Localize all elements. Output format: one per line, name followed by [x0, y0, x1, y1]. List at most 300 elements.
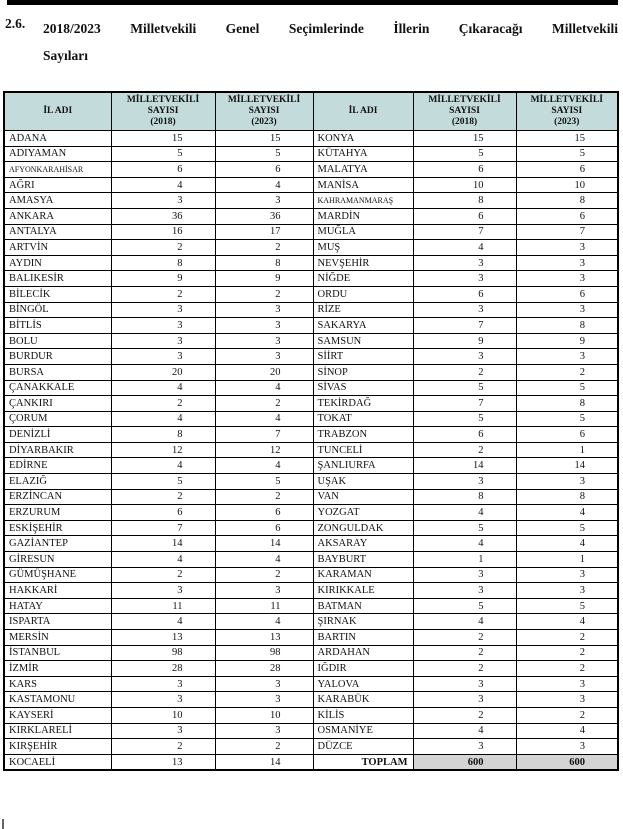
count-2023: 15: [215, 131, 313, 147]
count-2018: 3: [111, 676, 215, 692]
province-name: SAKARYA: [313, 318, 413, 334]
count-2018: 4: [111, 458, 215, 474]
count-2023: 9: [215, 271, 313, 287]
count-2018: 5: [413, 520, 516, 536]
table-row: [4, 224, 618, 240]
header-2018-right-l1: MİLLETVEKİLİ: [428, 95, 501, 105]
count-2023: 11: [215, 598, 313, 614]
count-2018: 2: [413, 661, 516, 677]
total-count-2018: 600: [413, 754, 516, 770]
count-2018: 2: [413, 645, 516, 661]
table-row: [4, 318, 618, 334]
header-province-left: [4, 92, 111, 131]
count-2023: 7: [516, 224, 618, 240]
count-2018: 5: [413, 598, 516, 614]
province-name: AYDIN: [4, 255, 111, 271]
count-2023: 5: [215, 474, 313, 490]
count-2023: 8: [516, 489, 618, 505]
table-row: [4, 255, 618, 271]
table-row: [4, 536, 618, 552]
count-2018: 8: [413, 489, 516, 505]
table-row: [4, 193, 618, 209]
count-2018: 5: [413, 146, 516, 162]
count-2018: 4: [413, 505, 516, 521]
count-2023: 2: [516, 645, 618, 661]
count-2023: 14: [215, 754, 313, 770]
table-row: [4, 630, 618, 646]
count-2023: 3: [215, 723, 313, 739]
table-row: [4, 598, 618, 614]
count-2023: 20: [215, 364, 313, 380]
count-2018: 3: [413, 271, 516, 287]
province-name: KARABÜK: [313, 692, 413, 708]
count-2023: 13: [215, 630, 313, 646]
count-2023: 6: [516, 427, 618, 443]
table-row: [4, 349, 618, 365]
province-name: VAN: [313, 489, 413, 505]
count-2023: 3: [516, 240, 618, 256]
province-name: ADANA: [4, 131, 111, 147]
count-2023: 4: [215, 380, 313, 396]
header-province-right-label: İL ADI: [348, 106, 378, 116]
header-2023-right: [516, 92, 618, 131]
table-row: [4, 458, 618, 474]
section-title-text: [43, 15, 618, 69]
province-name: SİVAS: [313, 380, 413, 396]
table-row: [4, 754, 618, 770]
province-name: ORDU: [313, 286, 413, 302]
count-2018: 12: [111, 442, 215, 458]
province-name: ÇANKIRI: [4, 396, 111, 412]
count-2018: 2: [111, 240, 215, 256]
count-2023: 4: [516, 723, 618, 739]
province-name: KASTAMONU: [4, 692, 111, 708]
table-row: [4, 645, 618, 661]
count-2023: 3: [215, 333, 313, 349]
province-name: BİNGÖL: [4, 302, 111, 318]
count-2023: 1: [516, 442, 618, 458]
province-name: GİRESUN: [4, 552, 111, 568]
province-name: AMASYA: [4, 193, 111, 209]
count-2023: 8: [516, 396, 618, 412]
table-row: [4, 692, 618, 708]
section-number: 2.6.: [5, 16, 26, 31]
count-2018: 2: [111, 567, 215, 583]
header-province-left-label: İL ADI: [43, 106, 73, 116]
province-name: KAHRAMANMARAŞ: [313, 193, 413, 209]
count-2018: 2: [111, 489, 215, 505]
count-2018: 3: [111, 302, 215, 318]
count-2023: 6: [516, 162, 618, 178]
count-2018: 3: [111, 723, 215, 739]
count-2023: 3: [516, 255, 618, 271]
count-2023: 6: [215, 162, 313, 178]
count-2018: 3: [111, 583, 215, 599]
count-2023: 1: [516, 552, 618, 568]
table-row: [4, 676, 618, 692]
province-name: MUĞLA: [313, 224, 413, 240]
table-row: [4, 707, 618, 723]
province-name: KİLİS: [313, 707, 413, 723]
count-2023: 3: [516, 583, 618, 599]
count-2023: 4: [215, 458, 313, 474]
province-name: DİYARBAKIR: [4, 442, 111, 458]
count-2023: 5: [215, 146, 313, 162]
count-2018: 2: [413, 364, 516, 380]
province-name: AFYONKARAHİSAR: [4, 162, 111, 178]
province-name: ELAZIĞ: [4, 474, 111, 490]
province-name: KONYA: [313, 131, 413, 147]
header-2018-left-l1: MİLLETVEKİLİ: [126, 95, 200, 105]
count-2018: 3: [413, 739, 516, 755]
province-name: RİZE: [313, 302, 413, 318]
province-name: YOZGAT: [313, 505, 413, 521]
count-2023: 4: [215, 411, 313, 427]
province-name: HAKKARİ: [4, 583, 111, 599]
table-row: [4, 411, 618, 427]
total-label: TOPLAM: [313, 754, 413, 770]
count-2023: 5: [516, 598, 618, 614]
province-name: BATMAN: [313, 598, 413, 614]
province-name: BARTIN: [313, 630, 413, 646]
count-2018: 6: [413, 286, 516, 302]
header-2023-left-year: (2023): [251, 117, 277, 127]
province-name: MALATYA: [313, 162, 413, 178]
province-name: İZMİR: [4, 661, 111, 677]
table-row: [4, 505, 618, 521]
count-2023: 28: [215, 661, 313, 677]
table-row: [4, 567, 618, 583]
table-row: [4, 552, 618, 568]
count-2018: 10: [111, 707, 215, 723]
province-name: BAYBURT: [313, 552, 413, 568]
province-name: TEKİRDAĞ: [313, 396, 413, 412]
province-name: SAMSUN: [313, 333, 413, 349]
header-2018-right-year: (2018): [451, 117, 478, 127]
count-2023: 5: [516, 520, 618, 536]
province-name: BURSA: [4, 364, 111, 380]
count-2023: 8: [215, 255, 313, 271]
count-2023: 2: [215, 240, 313, 256]
province-name: SİİRT: [313, 349, 413, 365]
province-name: ARDAHAN: [313, 645, 413, 661]
province-name: DÜZCE: [313, 739, 413, 755]
table-row: [4, 583, 618, 599]
province-name: ÇANAKKALE: [4, 380, 111, 396]
province-name: BURDUR: [4, 349, 111, 365]
section-title: [5, 15, 618, 69]
count-2018: 1: [413, 552, 516, 568]
province-name: MANİSA: [313, 177, 413, 193]
count-2023: 2: [215, 567, 313, 583]
count-2023: 9: [516, 333, 618, 349]
count-2018: 4: [111, 380, 215, 396]
header-2018-left-year: (2018): [150, 117, 176, 127]
table-row: [4, 520, 618, 536]
province-name: AĞRI: [4, 177, 111, 193]
count-2018: 2: [111, 286, 215, 302]
count-2018: 3: [111, 692, 215, 708]
province-name: ŞIRNAK: [313, 614, 413, 630]
count-2023: 3: [516, 302, 618, 318]
table-header-row: [4, 92, 618, 131]
count-2018: 2: [413, 707, 516, 723]
province-name: ERZİNCAN: [4, 489, 111, 505]
table-row: [4, 333, 618, 349]
count-2023: 3: [215, 676, 313, 692]
count-2023: 15: [516, 131, 618, 147]
header-2018-left-l2: SAYISI: [147, 106, 179, 116]
count-2023: 6: [516, 208, 618, 224]
province-name: ERZURUM: [4, 505, 111, 521]
count-2023: 2: [516, 364, 618, 380]
table-row: [4, 302, 618, 318]
count-2018: 7: [413, 318, 516, 334]
count-2023: 10: [516, 177, 618, 193]
province-name: TOKAT: [313, 411, 413, 427]
table-row: [4, 364, 618, 380]
count-2018: 16: [111, 224, 215, 240]
count-2018: 8: [111, 427, 215, 443]
count-2018: 3: [413, 583, 516, 599]
header-2018-right: [413, 92, 516, 131]
count-2018: 2: [111, 739, 215, 755]
province-name: MERSİN: [4, 630, 111, 646]
province-name: UŞAK: [313, 474, 413, 490]
province-name: MUŞ: [313, 240, 413, 256]
count-2023: 3: [516, 474, 618, 490]
total-count-2023: 600: [516, 754, 618, 770]
count-2023: 2: [516, 707, 618, 723]
table-row: [4, 162, 618, 178]
count-2023: 36: [215, 208, 313, 224]
province-name: KAYSERİ: [4, 707, 111, 723]
count-2018: 8: [413, 193, 516, 209]
count-2023: 98: [215, 645, 313, 661]
count-2023: 5: [516, 380, 618, 396]
count-2023: 2: [516, 661, 618, 677]
table-row: [4, 146, 618, 162]
count-2018: 9: [111, 271, 215, 287]
count-2023: 17: [215, 224, 313, 240]
province-name: ŞANLIURFA: [313, 458, 413, 474]
header-2018-right-l2: SAYISI: [449, 106, 480, 116]
count-2018: 15: [111, 131, 215, 147]
province-name: KIRKLARELİ: [4, 723, 111, 739]
count-2018: 3: [111, 318, 215, 334]
count-2018: 5: [111, 474, 215, 490]
province-name: ÇORUM: [4, 411, 111, 427]
table-row: [4, 614, 618, 630]
title-line-2: Sayıları: [43, 48, 89, 63]
count-2023: 6: [215, 505, 313, 521]
province-name: KÜTAHYA: [313, 146, 413, 162]
count-2023: 3: [516, 739, 618, 755]
count-2023: 3: [516, 676, 618, 692]
count-2023: 3: [516, 271, 618, 287]
province-name: NEVŞEHİR: [313, 255, 413, 271]
count-2018: 3: [413, 302, 516, 318]
province-name: BALIKESİR: [4, 271, 111, 287]
table-row: [4, 177, 618, 193]
table-row: [4, 427, 618, 443]
province-name: BİLECİK: [4, 286, 111, 302]
count-2018: 6: [413, 162, 516, 178]
count-2023: 14: [516, 458, 618, 474]
header-2023-left-l1: MİLLETVEKİLİ: [227, 95, 301, 105]
count-2018: 10: [413, 177, 516, 193]
count-2023: 3: [215, 193, 313, 209]
count-2023: 4: [215, 614, 313, 630]
province-name: OSMANİYE: [313, 723, 413, 739]
table-row: [4, 723, 618, 739]
count-2023: 5: [516, 411, 618, 427]
count-2023: 4: [215, 552, 313, 568]
province-name: İSTANBUL: [4, 645, 111, 661]
page-top-rule: [7, 0, 618, 5]
count-2018: 7: [413, 396, 516, 412]
header-2023-right-l2: SAYISI: [551, 106, 583, 116]
count-2023: 4: [516, 536, 618, 552]
count-2018: 6: [413, 427, 516, 443]
count-2023: 10: [215, 707, 313, 723]
count-2018: 6: [111, 505, 215, 521]
count-2023: 3: [215, 692, 313, 708]
count-2018: 4: [413, 723, 516, 739]
count-2018: 4: [111, 411, 215, 427]
count-2018: 2: [413, 442, 516, 458]
province-name: ANTALYA: [4, 224, 111, 240]
count-2018: 14: [413, 458, 516, 474]
count-2018: 5: [413, 411, 516, 427]
count-2023: 6: [516, 286, 618, 302]
header-2023-right-l1: MİLLETVEKİLİ: [530, 95, 603, 105]
count-2023: 8: [516, 193, 618, 209]
table-row: [4, 271, 618, 287]
province-name: KARS: [4, 676, 111, 692]
table-row: [4, 661, 618, 677]
count-2018: 4: [111, 552, 215, 568]
province-name: ZONGULDAK: [313, 520, 413, 536]
province-name: EDİRNE: [4, 458, 111, 474]
province-name: ANKARA: [4, 208, 111, 224]
count-2023: 2: [215, 489, 313, 505]
count-2018: 13: [111, 630, 215, 646]
province-name: DENİZLİ: [4, 427, 111, 443]
header-province-right: [313, 92, 413, 131]
header-2023-left-l2: SAYISI: [248, 106, 280, 116]
province-name: ISPARTA: [4, 614, 111, 630]
count-2018: 4: [413, 536, 516, 552]
count-2018: 15: [413, 131, 516, 147]
province-name: TRABZON: [313, 427, 413, 443]
count-2018: 36: [111, 208, 215, 224]
province-name: KOCAELİ: [4, 754, 111, 770]
count-2018: 9: [413, 333, 516, 349]
count-2023: 4: [215, 177, 313, 193]
header-2018-left: [111, 92, 215, 131]
count-2023: 2: [516, 630, 618, 646]
count-2023: 3: [215, 318, 313, 334]
count-2018: 98: [111, 645, 215, 661]
table-row: [4, 489, 618, 505]
table-row: [4, 396, 618, 412]
province-name: ADIYAMAN: [4, 146, 111, 162]
province-name: BİTLİS: [4, 318, 111, 334]
count-2023: 2: [215, 739, 313, 755]
count-2023: 3: [516, 567, 618, 583]
count-2018: 7: [413, 224, 516, 240]
page-edge-mark: [2, 819, 4, 829]
count-2023: 3: [215, 349, 313, 365]
count-2018: 3: [413, 255, 516, 271]
province-name: KIRŞEHİR: [4, 739, 111, 755]
province-name: KARAMAN: [313, 567, 413, 583]
count-2018: 3: [111, 333, 215, 349]
province-name: KIRIKKALE: [313, 583, 413, 599]
table-row: [4, 442, 618, 458]
count-2023: 2: [215, 396, 313, 412]
count-2018: 3: [413, 567, 516, 583]
count-2023: 3: [516, 692, 618, 708]
count-2018: 3: [413, 676, 516, 692]
province-name: TUNCELİ: [313, 442, 413, 458]
count-2023: 3: [215, 302, 313, 318]
count-2018: 3: [413, 692, 516, 708]
province-name: GÜMÜŞHANE: [4, 567, 111, 583]
table-row: [4, 286, 618, 302]
title-line-1: 2018/2023 Milletvekili Genel Seçimlerinde İllerin Çıkaracağı Milletvekili: [43, 21, 618, 36]
count-2023: 5: [516, 146, 618, 162]
province-name: ARTVİN: [4, 240, 111, 256]
count-2018: 5: [111, 146, 215, 162]
count-2018: 4: [413, 614, 516, 630]
count-2018: 4: [111, 614, 215, 630]
count-2018: 7: [111, 520, 215, 536]
count-2018: 3: [413, 349, 516, 365]
count-2018: 6: [413, 208, 516, 224]
province-name: SİNOP: [313, 364, 413, 380]
table-row: [4, 208, 618, 224]
count-2023: 7: [215, 427, 313, 443]
table-row: [4, 739, 618, 755]
count-2023: 3: [516, 349, 618, 365]
count-2018: 4: [111, 177, 215, 193]
count-2018: 2: [413, 630, 516, 646]
count-2023: 6: [215, 520, 313, 536]
province-name: IĞDIR: [313, 661, 413, 677]
province-name: ESKİŞEHİR: [4, 520, 111, 536]
province-name: MARDİN: [313, 208, 413, 224]
deputies-table: [3, 91, 619, 771]
province-name: NİĞDE: [313, 271, 413, 287]
count-2018: 3: [111, 349, 215, 365]
count-2018: 13: [111, 754, 215, 770]
count-2018: 5: [413, 380, 516, 396]
count-2018: 14: [111, 536, 215, 552]
count-2018: 11: [111, 598, 215, 614]
table-row: [4, 131, 618, 147]
count-2018: 20: [111, 364, 215, 380]
count-2023: 2: [215, 286, 313, 302]
count-2023: 14: [215, 536, 313, 552]
table-row: [4, 240, 618, 256]
count-2023: 3: [215, 583, 313, 599]
count-2023: 12: [215, 442, 313, 458]
count-2023: 4: [516, 505, 618, 521]
header-2023-left: [215, 92, 313, 131]
count-2018: 4: [413, 240, 516, 256]
